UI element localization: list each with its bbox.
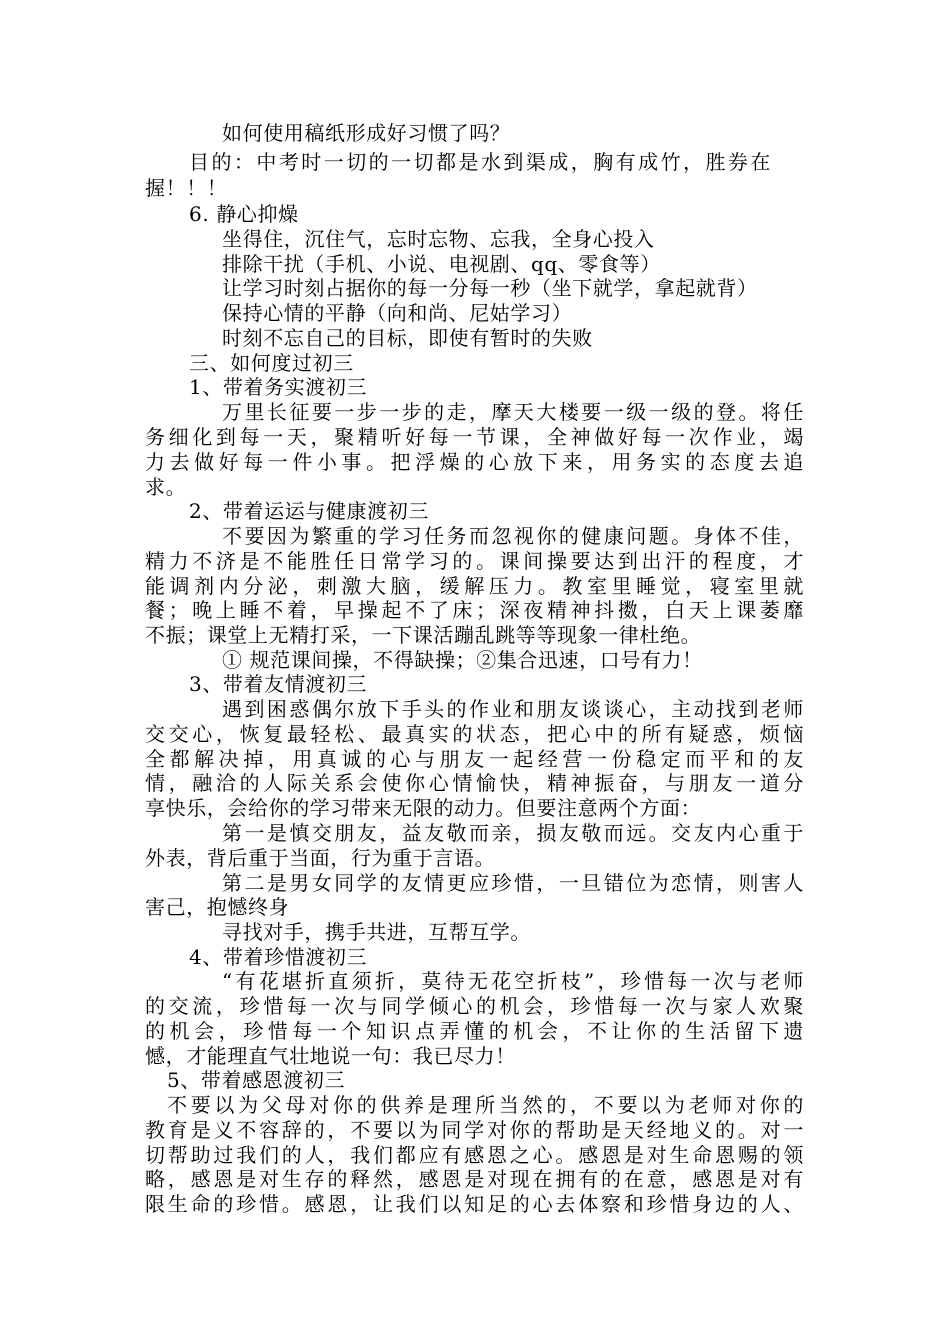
text-line: 时刻不忘自己的目标，即使有暂时的失败: [222, 326, 593, 350]
text-line: 切帮助过我们的人，我们都应有感恩之心。感恩是对生命恩赐的领: [145, 1143, 804, 1167]
text-line: 能调剂内分泌，刺激大脑，缓解压力。教室里睡觉，寝室里就: [145, 574, 804, 598]
text-line: 握！！！: [145, 176, 228, 200]
text-line: 让学习时刻占据你的每一分每一秒（坐下就学，拿起就背）: [222, 276, 758, 300]
text-line: 憾，才能理直气壮地说一句：我已尽力！: [145, 1044, 516, 1068]
text-line: 不振；课堂上无精打采，一下课活蹦乱跳等等现象一律杜绝。: [145, 623, 702, 647]
text-line: 不要因为繁重的学习任务而忽视你的健康问题。身体不佳，: [222, 524, 804, 548]
text-line: 享快乐，会给你的学习带来无限的动力。但要注意两个方面：: [145, 796, 702, 820]
text-line: 目的：中考时一切的一切都是水到渠成，胸有成竹，胜券在: [189, 150, 771, 174]
text-line: 第一是慎交朋友，益友敬而亲，损友敬而远。交友内心重于: [222, 821, 804, 845]
text-line: 外表，背后重于当面，行为重于言语。: [145, 846, 496, 870]
text-line: 寻找对手，携手共进，互帮互学。: [222, 920, 531, 944]
text-line: ① 规范课间操，不得缺操；②集合迅速，口号有力！: [222, 648, 703, 672]
subsection-heading: 1、带着务实渡初三: [189, 375, 368, 399]
text-line: 万里长征要一步一步的走，摩天大楼要一级一级的登。将任: [222, 400, 804, 424]
subsection-heading: 5、带着感恩渡初三: [167, 1068, 346, 1092]
text-line: 务细化到每一天，聚精听好每一节课，全神做好每一次作业，竭: [145, 425, 804, 449]
text-line: 全都解决掉，用真诚的心与朋友一起经营一份稳定而平和的友: [145, 747, 804, 771]
text-line: 教育是义不容辞的，不要以为同学对你的帮助是天经地义的。对一: [145, 1118, 804, 1142]
text-line: 害己，抱憾终身: [145, 895, 290, 919]
text-line: 不要以为父母对你的供养是理所当然的，不要以为老师对你的: [167, 1093, 804, 1117]
text-line: “有花堪折直须折，莫待无花空折枝”，珍惜每一次与老师: [222, 969, 804, 993]
text-line: 餐；晚上睡不着，早操起不了床；深夜精神抖擞，白天上课萎靡: [145, 598, 804, 622]
text-line: 如何使用稿纸形成好习惯了吗？: [222, 121, 511, 145]
text-line: 精力不济是不能胜任日常学习的。课间操要达到出汗的程度，才: [145, 549, 804, 573]
text-line: 遇到困惑偶尔放下手头的作业和朋友谈谈心，主动找到老师: [222, 697, 804, 721]
text-line: 略，感恩是对生存的释然，感恩是对现在拥有的在意，感恩是对有: [145, 1167, 804, 1191]
text-line: 求。: [145, 475, 187, 499]
section-heading: 三、如何度过初三: [189, 351, 354, 375]
text-line: 情，融洽的人际关系会使你心情愉快，精神振奋，与朋友一道分: [145, 771, 804, 795]
text-line: 保持心情的平静（向和尚、尼姑学习）: [222, 301, 573, 325]
text-line: 第二是男女同学的友情更应珍惜，一旦错位为恋情，则害人: [222, 871, 804, 895]
subsection-heading: 3、带着友情渡初三: [189, 672, 368, 696]
text-line: 排除干扰（手机、小说、电视剧、qq、零食等）: [222, 252, 661, 276]
text-line: 坐得住，沉住气，忘时忘物、忘我，全身心投入: [222, 227, 655, 251]
subsection-heading: 4、带着珍惜渡初三: [189, 945, 368, 969]
text-line: 的交流，珍惜每一次与同学倾心的机会，珍惜每一次与家人欢聚: [145, 994, 804, 1018]
text-line: 力去做好每一件小事。把浮燥的心放下来，用务实的态度去追: [145, 450, 804, 474]
text-line: 的机会，珍惜每一个知识点弄懂的机会，不让你的生活留下遗: [145, 1019, 804, 1043]
section-heading: 6. 静心抑燥: [189, 202, 299, 226]
subsection-heading: 2、带着运运与健康渡初三: [189, 499, 429, 523]
text-line: 限生命的珍惜。感恩，让我们以知足的心去体察和珍惜身边的人、: [145, 1192, 804, 1216]
text-line: 交交心，恢复最轻松、最真实的状态，把心中的所有疑惑，烦恼: [145, 722, 804, 746]
